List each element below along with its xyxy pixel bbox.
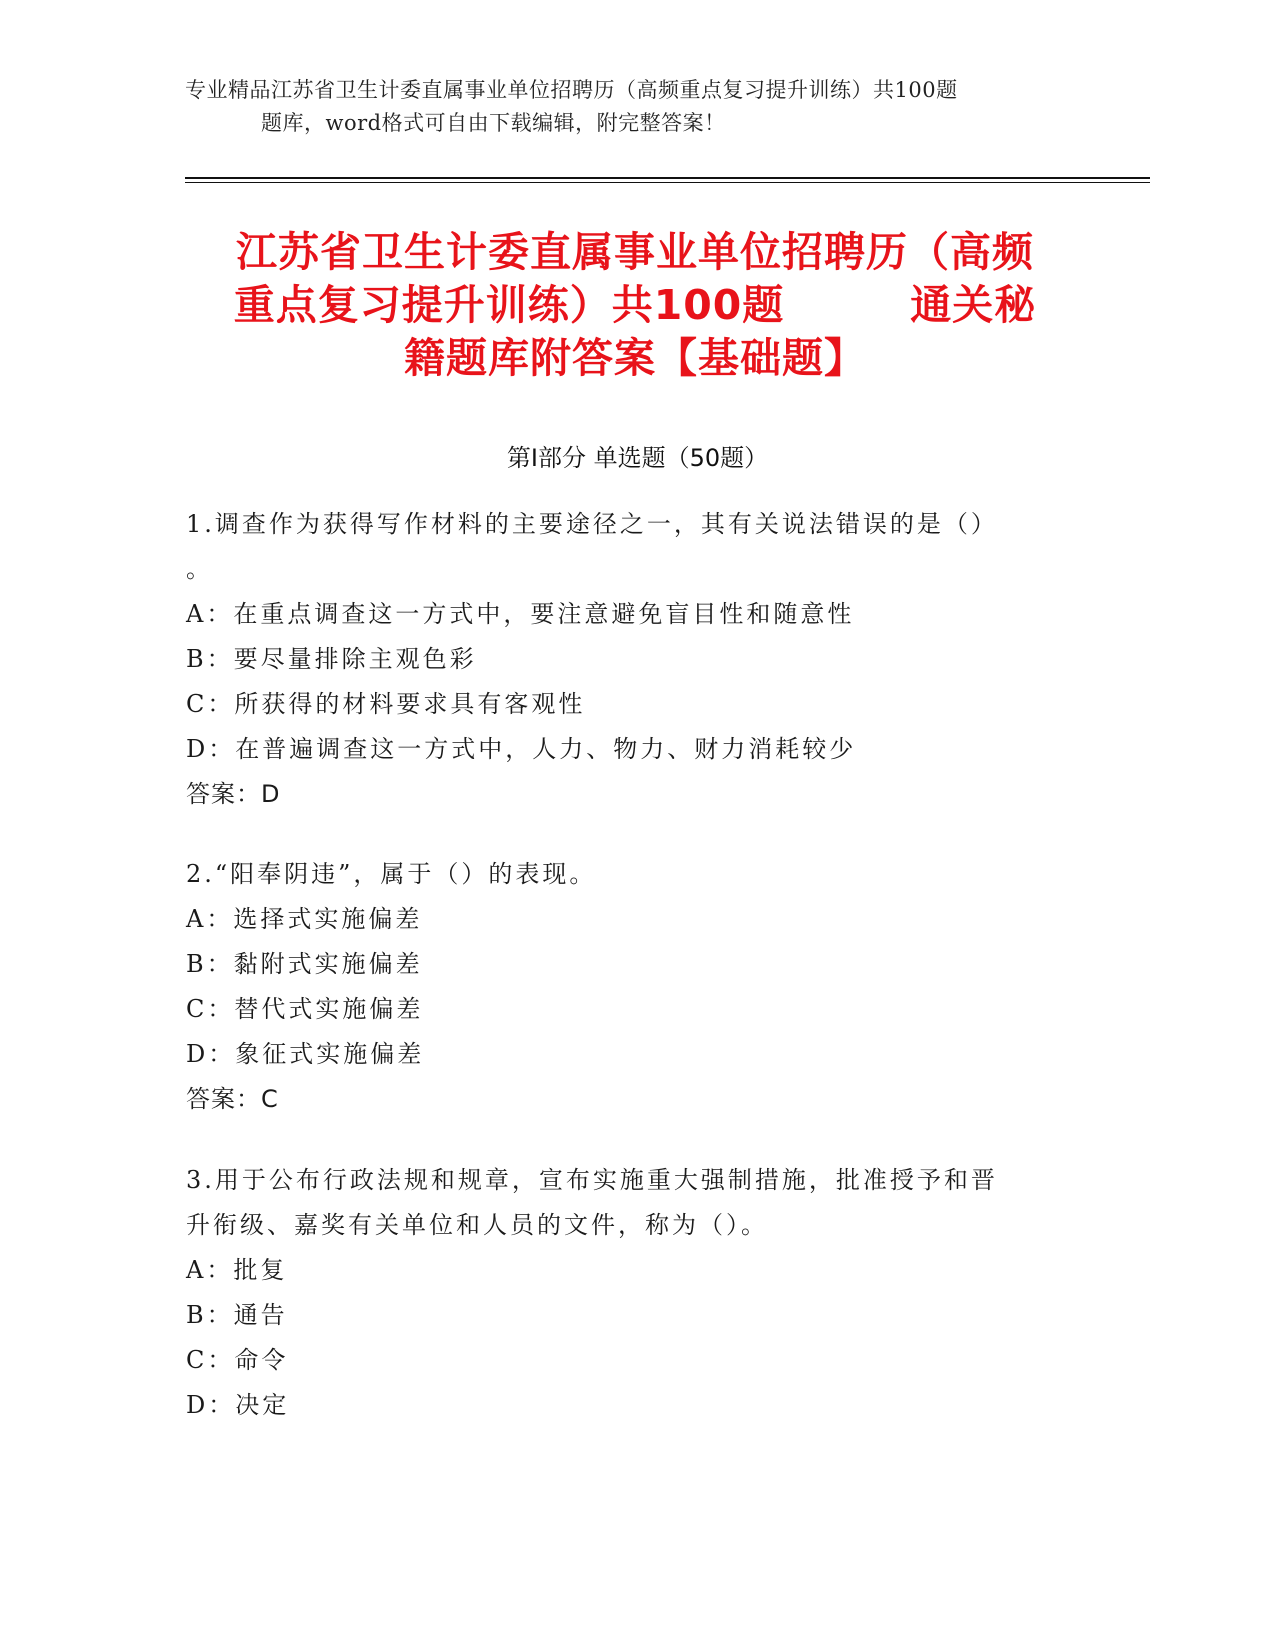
question-2-option-d: D：象征式实施偏差	[186, 1040, 425, 1068]
question-2-option-c: C：替代式实施偏差	[186, 995, 424, 1023]
question-3	[186, 1158, 1066, 1428]
question-1-option-a: A：在重点调查这一方式中，要注意避免盲目性和随意性	[186, 600, 855, 628]
header-rule-thick	[185, 177, 1150, 179]
question-1-stem-continued: 。	[186, 555, 213, 583]
header-note-line1: 专业精品江苏省卫生计委直属事业单位招聘历（高频重点复习提升训练）共100题	[185, 78, 958, 102]
question-2-option-a: A：选择式实施偏差	[186, 905, 423, 933]
question-1-option-c: C：所获得的材料要求具有客观性	[186, 690, 586, 718]
question-3-option-b: B：通告	[186, 1301, 288, 1329]
title-line3: 籍题库附答案【基础题】	[404, 334, 866, 382]
question-1-option-d: D：在普遍调查这一方式中，人力、物力、财力消耗较少	[186, 735, 857, 763]
question-2	[186, 852, 1066, 1122]
question-1-option-b: B：要尽量排除主观色彩	[186, 645, 477, 673]
section-heading: 第Ⅰ部分 单选题（50题）	[506, 444, 769, 472]
question-1-answer: 答案：D	[186, 780, 281, 808]
question-1-stem: 1.调查作为获得写作材料的主要途径之一，其有关说法错误的是（）	[186, 510, 998, 538]
title-line2: 重点复习提升训练）共100题 通关秘	[233, 281, 1037, 329]
header-note	[185, 74, 1085, 140]
question-3-option-a: A：批复	[186, 1256, 288, 1284]
question-1	[186, 502, 1066, 817]
header-note-line2: 题库，word格式可自由下载编辑，附完整答案！	[261, 111, 726, 135]
title-line1: 江苏省卫生计委直属事业单位招聘历（高频	[236, 228, 1034, 276]
header-rule-thin	[185, 182, 1150, 183]
question-2-option-b: B：黏附式实施偏差	[186, 950, 423, 978]
question-2-stem: 2.“阳奉阴违”，属于（）的表现。	[186, 860, 597, 888]
question-3-stem-continued: 升衔级、嘉奖有关单位和人员的文件，称为（）。	[186, 1211, 768, 1239]
document-title	[195, 226, 1075, 385]
question-2-answer: 答案：C	[186, 1085, 279, 1113]
question-3-option-c: C：命令	[186, 1346, 289, 1374]
question-3-option-d: D：决定	[186, 1391, 290, 1419]
question-3-stem: 3.用于公布行政法规和规章，宣布实施重大强制措施，批准授予和晋	[186, 1166, 998, 1194]
